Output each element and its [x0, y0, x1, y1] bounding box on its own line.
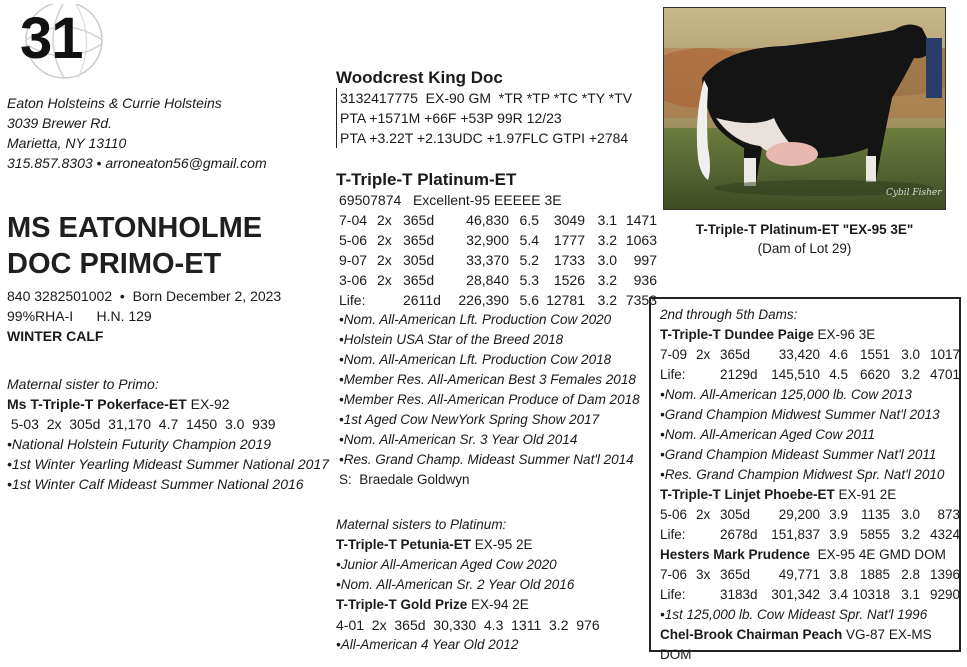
sire-block [336, 68, 632, 148]
dam-honor: •Nom. All-American Lft. Production Cow 2018 [339, 352, 612, 367]
record-cell: 4.5 [829, 367, 848, 382]
sire-line: PTA +3.22T +2.13UDC +1.97FLC GTPI +2784 [340, 130, 629, 146]
record-cell: 32,900 [466, 232, 509, 248]
record-cell: 1135 [860, 507, 890, 522]
record-cell: 3.2 [597, 232, 617, 248]
record-cell: Life: [339, 292, 366, 308]
record-cell: 7-09 [660, 347, 688, 362]
record-cell: 3.8 [829, 567, 848, 582]
lot-title-line1: MS EATONHOLME [7, 212, 263, 244]
record-cell: 2678d [720, 527, 758, 542]
record-cell: 33,370 [466, 252, 509, 268]
record-cell: 3.0 [901, 507, 920, 522]
record-cell: 46,830 [466, 212, 509, 228]
photo-caption [663, 220, 946, 258]
record-cell: 2611d [403, 292, 441, 308]
record-cell: 3.2 [901, 367, 920, 382]
lot-info [7, 286, 281, 346]
record-cell: 7-04 [339, 212, 368, 228]
sister-record: 4-01 2x 365d 30,330 4.3 1311 3.2 976 [336, 617, 600, 633]
cow-image [664, 8, 945, 209]
record-cell: 29,200 [778, 507, 820, 522]
record-cell: 305d [403, 252, 435, 268]
record-cell [696, 585, 720, 605]
record-cell: 7353 [625, 292, 657, 308]
section-heading: Maternal sisters to Platinum: [336, 517, 507, 532]
sister-score: EX-94 2E [467, 597, 529, 612]
record-cell: 5-06 [339, 232, 368, 248]
sister-record: 5-03 2x 305d 31,170 4.7 1450 3.0 939 [7, 416, 276, 432]
sister-name: T-Triple-T Petunia-ET [336, 537, 472, 552]
dam4-name-line [660, 545, 959, 565]
section-heading: 2nd through 5th Dams: [660, 307, 798, 322]
record-cell: 2129d [720, 367, 758, 382]
maternal-sister-primo [7, 374, 329, 494]
sister-name-line [336, 595, 600, 615]
dam-id-line: 69507874 Excellent-95 EEEEE 3E [339, 192, 562, 208]
dam3-score: EX-91 2E [834, 487, 897, 502]
record-cell: 365d [403, 272, 435, 288]
record-cell: 4701 [929, 367, 960, 382]
record-cell: 2x [377, 212, 392, 228]
dam-honor: •Holstein USA Star of the Breed 2018 [339, 332, 564, 347]
consignor-name: Eaton Holsteins & Currie Holsteins [7, 95, 222, 111]
dams-box [649, 297, 961, 662]
record-cell: 3049 [553, 212, 585, 228]
record-cell: 936 [633, 272, 657, 288]
record-cell: 6620 [859, 367, 890, 382]
record-cell: 3x [696, 567, 711, 582]
lot-id-line: 840 3282501002 • Born December 2, 2023 [7, 288, 282, 304]
record-cell: 5855 [859, 527, 890, 542]
record-cell: 3.0 [901, 347, 920, 362]
lot-number: 31 [20, 6, 83, 71]
record-cell: 1733 [553, 252, 585, 268]
record-cell: Life: [660, 527, 686, 542]
dam-honor: •1st Aged Cow NewYork Spring Show 2017 [339, 412, 600, 427]
record-cell: 3.2 [597, 292, 617, 308]
dam5-name-line [660, 625, 959, 665]
record-cell: 28,840 [466, 272, 509, 288]
dam4-records-table [660, 565, 959, 605]
caption-line1: T-Triple-T Platinum-ET "EX-95 3E" [695, 222, 914, 237]
record-cell: 1063 [625, 232, 657, 248]
record-cell: Life: [660, 367, 686, 382]
lot-badge [6, 4, 116, 80]
record-cell: 226,390 [458, 292, 509, 308]
dam2-honor: •Nom. All-American 125,000 lb. Cow 2013 [660, 387, 912, 402]
sister-honor: •National Holstein Futurity Champion 2019 [7, 436, 272, 452]
record-cell: 365d [720, 347, 751, 362]
sister-honor: •1st Winter Calf Mideast Summer National 2016 [7, 476, 304, 492]
record-cell: 2x [377, 232, 392, 248]
sister-score: EX-92 [186, 396, 230, 412]
record-cell: 3183d [720, 587, 758, 602]
sister-honor: •Nom. All-American Sr. 2 Year Old 2016 [336, 577, 575, 592]
record-cell: 301,342 [771, 587, 820, 602]
record-cell: 151,837 [771, 527, 820, 542]
dam3-name-line [660, 485, 959, 505]
record-cell: 365d [720, 567, 751, 582]
dam3-records-table [660, 505, 959, 545]
sister-name: T-Triple-T Gold Prize [336, 597, 468, 612]
lot-class: WINTER CALF [7, 328, 104, 344]
record-cell: 5.2 [519, 252, 539, 268]
lot-title [7, 210, 262, 282]
record-cell: 12781 [546, 292, 585, 308]
consignor-block [7, 93, 267, 173]
record-cell: 2x [377, 272, 392, 288]
record-cell: 7-06 [660, 567, 688, 582]
dam-honor: •Res. Grand Champ. Mideast Summer Nat'l 2014 [339, 452, 634, 467]
dam-honor: •Nom. All-American Sr. 3 Year Old 2014 [339, 432, 578, 447]
dam-records-table [339, 210, 657, 310]
record-cell: 2x [377, 252, 392, 268]
record-cell: 3.0 [597, 252, 617, 268]
dam4-honor: •1st 125,000 lb. Cow Mideast Spr. Nat'l 1996 [660, 607, 928, 622]
record-cell: 1526 [553, 272, 585, 288]
record-cell: 6.5 [519, 212, 539, 228]
record-cell: 2.8 [901, 567, 920, 582]
record-cell: 3.9 [829, 527, 848, 542]
consignor-contact: 315.857.8303 • arroneaton56@gmail.com [7, 155, 267, 171]
dam-honor: •Member Res. All-American Produce of Dam 2018 [339, 392, 640, 407]
sister-score: EX-95 2E [471, 537, 533, 552]
dam2-honor: •Res. Grand Champion Midwest Spr. Nat'l 2010 [660, 467, 945, 482]
dam2-records-table [660, 345, 959, 385]
record-cell: 3.4 [829, 587, 848, 602]
record-cell: 4.6 [829, 347, 848, 362]
sire-line: PTA +1571M +66F +53P 99R 12/23 [340, 110, 562, 126]
record-cell: 1396 [929, 567, 960, 582]
lot-rha-line: 99%RHA-I H.N. 129 [7, 308, 152, 324]
record-cell: 4324 [929, 527, 960, 542]
sister-name-line [7, 394, 329, 414]
record-cell: 3.9 [829, 507, 848, 522]
record-cell: 1017 [929, 347, 960, 362]
record-cell [696, 525, 720, 545]
lot-title-line2: DOC PRIMO-ET [7, 248, 222, 280]
record-cell: 10318 [852, 587, 890, 602]
dam2-name-line [660, 325, 959, 345]
dam2-honor: •Grand Champion Midwest Summer Nat'l 2013 [660, 407, 940, 422]
sire-line: 3132417775 EX-90 GM *TR *TP *TC *TY *TV [340, 90, 633, 106]
record-cell: 3.1 [901, 587, 920, 602]
consignor-street: 3039 Brewer Rd. [7, 115, 113, 131]
dam4-name: Hesters Mark Prudence [660, 547, 811, 562]
record-cell: 1885 [859, 567, 890, 582]
record-cell: 5.4 [519, 232, 539, 248]
dam2-honor: •Grand Champion Mideast Summer Nat'l 2011 [660, 447, 937, 462]
dam3-name: T-Triple-T Linjet Phoebe-ET [660, 487, 835, 502]
sister-name: Ms T-Triple-T Pokerface-ET [7, 396, 187, 412]
dam-sire-line: S: Braedale Goldwyn [339, 472, 470, 487]
dam-block [336, 170, 657, 490]
record-cell: 1471 [625, 212, 657, 228]
record-cell: 3-06 [339, 272, 368, 288]
record-cell: 9-07 [339, 252, 368, 268]
record-cell: 873 [937, 507, 960, 522]
sister-name-line [336, 535, 600, 555]
dam5-score: VG-87 EX-MS DOM [660, 627, 932, 662]
record-cell: 9290 [929, 587, 960, 602]
consignor-city: Marietta, NY 13110 [7, 135, 127, 151]
sire-details [336, 88, 632, 148]
dam5-name: Chel-Brook Chairman Peach [660, 627, 843, 642]
record-cell: 1777 [553, 232, 585, 248]
photo-watermark: Cybil Fisher [886, 188, 942, 198]
record-cell: 5.6 [519, 292, 539, 308]
record-cell: 5-06 [660, 507, 688, 522]
record-cell [377, 290, 403, 310]
cow-photo [663, 7, 946, 210]
dam-name: T-Triple-T Platinum-ET [336, 170, 517, 189]
section-heading: Maternal sister to Primo: [7, 376, 159, 392]
record-cell: 3.2 [597, 272, 617, 288]
record-cell: 49,771 [778, 567, 820, 582]
record-cell: 3.2 [901, 527, 920, 542]
sister-honor: •All-American 4 Year Old 2012 [336, 637, 519, 652]
sire-name: Woodcrest King Doc [336, 68, 503, 87]
record-cell: 2x [696, 507, 711, 522]
record-cell: 997 [633, 252, 657, 268]
record-cell: 2x [696, 347, 711, 362]
platinum-sisters [336, 515, 600, 655]
record-cell: 365d [403, 212, 435, 228]
record-cell: Life: [660, 587, 686, 602]
record-cell: 3.1 [597, 212, 617, 228]
record-cell: 5.3 [519, 272, 539, 288]
record-cell: 33,420 [778, 347, 820, 362]
caption-line2: (Dam of Lot 29) [757, 241, 852, 256]
dam2-honor: •Nom. All-American Aged Cow 2011 [660, 427, 876, 442]
dam-honor: •Nom. All-American Lft. Production Cow 2020 [339, 312, 612, 327]
dam4-score: EX-95 4E GMD DOM [810, 547, 946, 562]
dam-honor: •Member Res. All-American Best 3 Females 2018 [339, 372, 636, 387]
record-cell: 145,510 [771, 367, 820, 382]
record-cell: 305d [720, 507, 751, 522]
record-cell: 1551 [859, 347, 890, 362]
dam2-name: T-Triple-T Dundee Paige [660, 327, 814, 342]
dam2-score: EX-96 3E [813, 327, 876, 342]
sister-honor: •Junior All-American Aged Cow 2020 [336, 557, 557, 572]
sister-honor: •1st Winter Yearling Mideast Summer National 2017 [7, 456, 330, 472]
record-cell: 365d [403, 232, 435, 248]
record-cell [696, 365, 720, 385]
